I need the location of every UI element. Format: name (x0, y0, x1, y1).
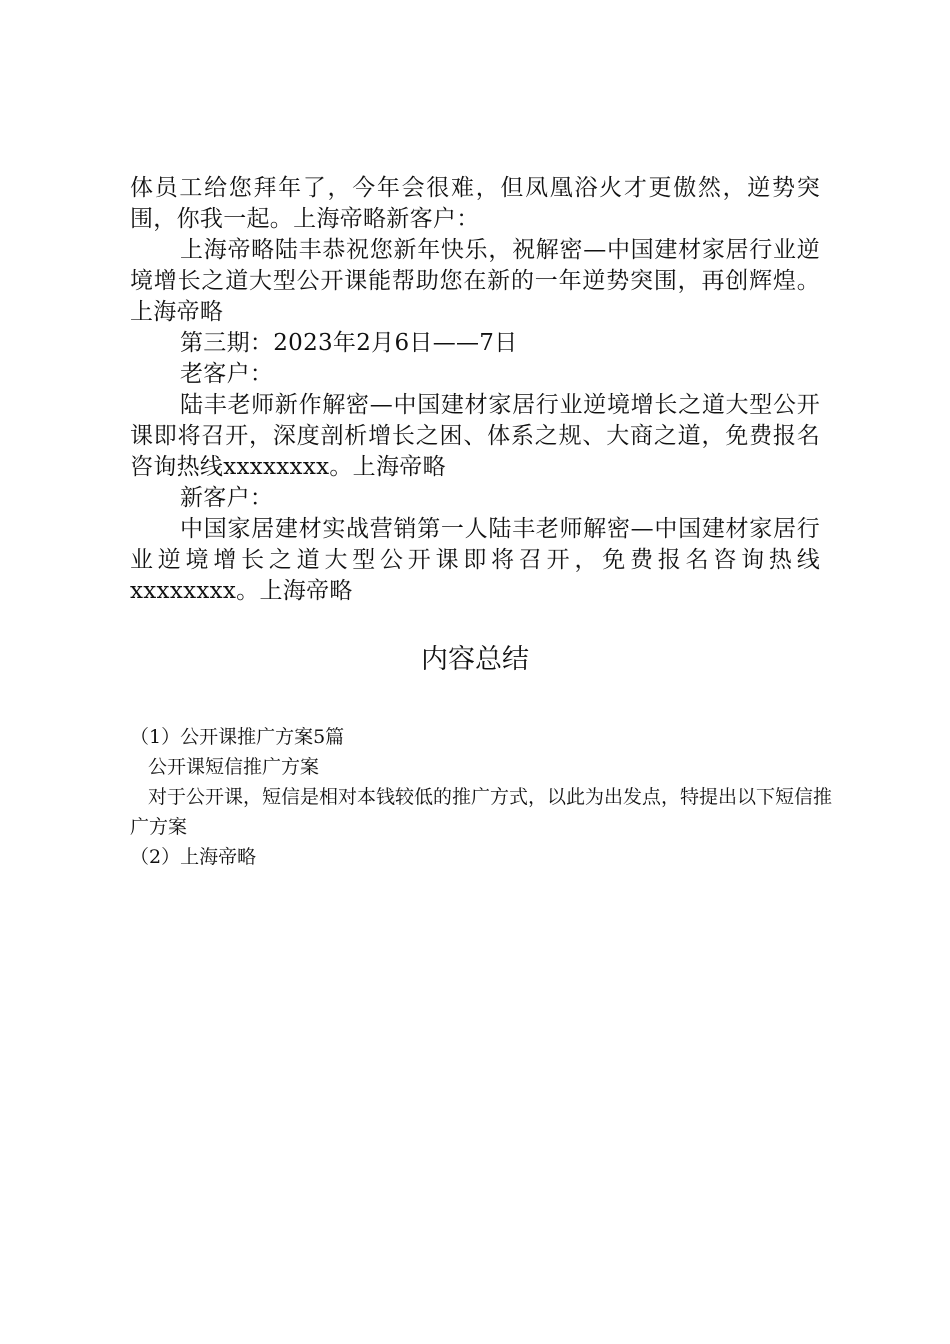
paragraph-new-customers-message: 中国家居建材实战营销第一人陆丰老师解密—中国建材家居行业逆境增长之道大型公开课即将召开，免费报名咨询热线xxxxxxxx。上海帝略 (130, 516, 820, 604)
paragraph-old-customers-heading: 老客户： (180, 361, 274, 387)
summary-line-2: 公开课短信推广方案 (148, 756, 320, 778)
summary-title: 内容总结 (421, 644, 529, 675)
paragraph-old-customers-message: 陆丰老师新作解密—中国建材家居行业逆境增长之道大型公开课即将召开，深度剖析增长之困、体系之规、大商之道，免费报名咨询热线xxxxxxxx。上海帝略 (130, 392, 820, 480)
paragraph-new-year-wish: 上海帝略陆丰恭祝您新年快乐，祝解密—中国建材家居行业逆境增长之道大型公开课能帮助您在新的一年逆势突围，再创辉煌。上海帝略 (130, 237, 820, 325)
paragraph-new-customers-heading: 新客户： (180, 485, 274, 511)
summary-line-3: 对于公开课，短信是相对本钱较低的推广方式，以此为出发点，特提出以下短信推广方案 (130, 786, 833, 838)
paragraph-session-date: 第三期：2023年2月6日——7日 (180, 330, 518, 356)
paragraph-greeting: 体员工给您拜年了，今年会很难，但凤凰浴火才更傲然，逆势突围，你我一起。上海帝略新客户： (130, 175, 820, 232)
summary-line-1: （1）公开课推广方案5篇 (130, 726, 345, 748)
document-body (130, 173, 820, 607)
summary-section (130, 722, 835, 872)
summary-line-4: （2）上海帝略 (130, 846, 257, 868)
